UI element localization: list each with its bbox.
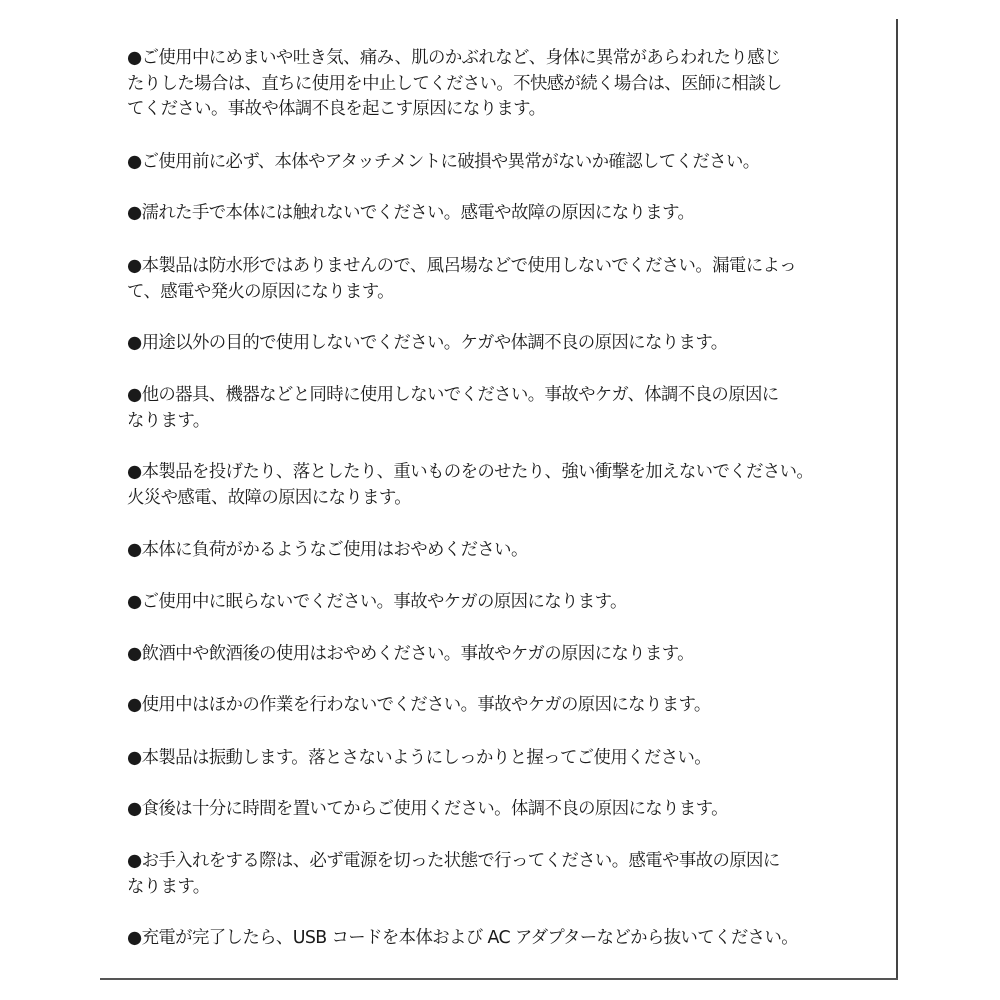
- notice-line-text: ●本製品は防水形ではありませんので、風呂場などで使用しないでください。漏電によっ: [127, 256, 797, 276]
- frame-bottom-border: [100, 978, 898, 980]
- notice-line-text: ●飲酒中や飲酒後の使用はおやめください。事故やケガの原因になります。: [127, 644, 694, 664]
- notice-line-text: なります。: [127, 876, 210, 897]
- notice-line-text: ●濡れた手で本体には触れないでください。感電や故障の原因になります。: [127, 203, 695, 223]
- notice-line-text: ●充電が完了したら、USB コードを本体および AC アダプターなどから抜いてください。: [127, 928, 799, 948]
- notice-line-text: て、感電や発火の原因になります。: [127, 281, 394, 302]
- notice-line-text: ●他の器具、機器などと同時に使用しないでください。事故やケガ、体調不良の原因に: [127, 385, 779, 405]
- notice-line-text: ●ご使用中に眠らないでください。事故やケガの原因になります。: [127, 592, 627, 612]
- notice-item: [127, 46, 867, 123]
- notice-item: [127, 590, 867, 616]
- notice-line-text: ●本製品を投げたり、落としたり、重いものをのせたり、強い衝撃を加えないでください。: [127, 462, 814, 482]
- notice-item: [127, 383, 867, 434]
- notice-line-text: ●本製品は振動します。落とさないようにしっかりと握ってご使用ください。: [127, 748, 712, 768]
- notice-item: [127, 849, 867, 900]
- notice-line-text: ●ご使用前に必ず、本体やアタッチメントに破損や異常がないか確認してください。: [127, 152, 760, 172]
- notice-item: [127, 254, 867, 305]
- notice-line-text: てください。事故や体調不良を起こす原因になります。: [127, 99, 546, 119]
- notice-item: [127, 460, 867, 511]
- notice-line-text: ●使用中はほかの作業を行わないでください。事故やケガの原因になります。: [127, 695, 711, 715]
- notice-line-text: ●用途以外の目的で使用しないでください。ケガや体調不良の原因になります。: [127, 333, 728, 353]
- notice-item: [127, 642, 867, 668]
- notice-line-text: ●本体に負荷がかるようなご使用はおやめください。: [127, 540, 528, 560]
- notice-line-text: ●お手入れをする際は、必ず電源を切った状態で行ってください。感電や事故の原因に: [127, 851, 780, 871]
- notice-line-text: ●食後は十分に時間を置いてからご使用ください。体調不良の原因になります。: [127, 799, 728, 819]
- frame-right-border: [896, 19, 898, 980]
- notice-item: [127, 746, 867, 772]
- notice-item: [127, 331, 867, 357]
- notice-line-text: 火災や感電、故障の原因になります。: [127, 487, 412, 508]
- notice-line-text: たりした場合は、直ちに使用を中止してください。不快感が続く場合は、医師に相談し: [127, 73, 782, 94]
- notice-item: [127, 797, 867, 823]
- notice-item: [127, 150, 867, 176]
- notice-item: [127, 693, 867, 719]
- notice-item: [127, 201, 867, 227]
- notice-line-text: なります。: [127, 410, 210, 431]
- notice-line-text: ●ご使用中にめまいや吐き気、痛み、肌のかぶれなど、身体に異常があらわれたり感じ: [127, 48, 781, 68]
- notice-item: [127, 926, 867, 952]
- notice-item: [127, 538, 867, 564]
